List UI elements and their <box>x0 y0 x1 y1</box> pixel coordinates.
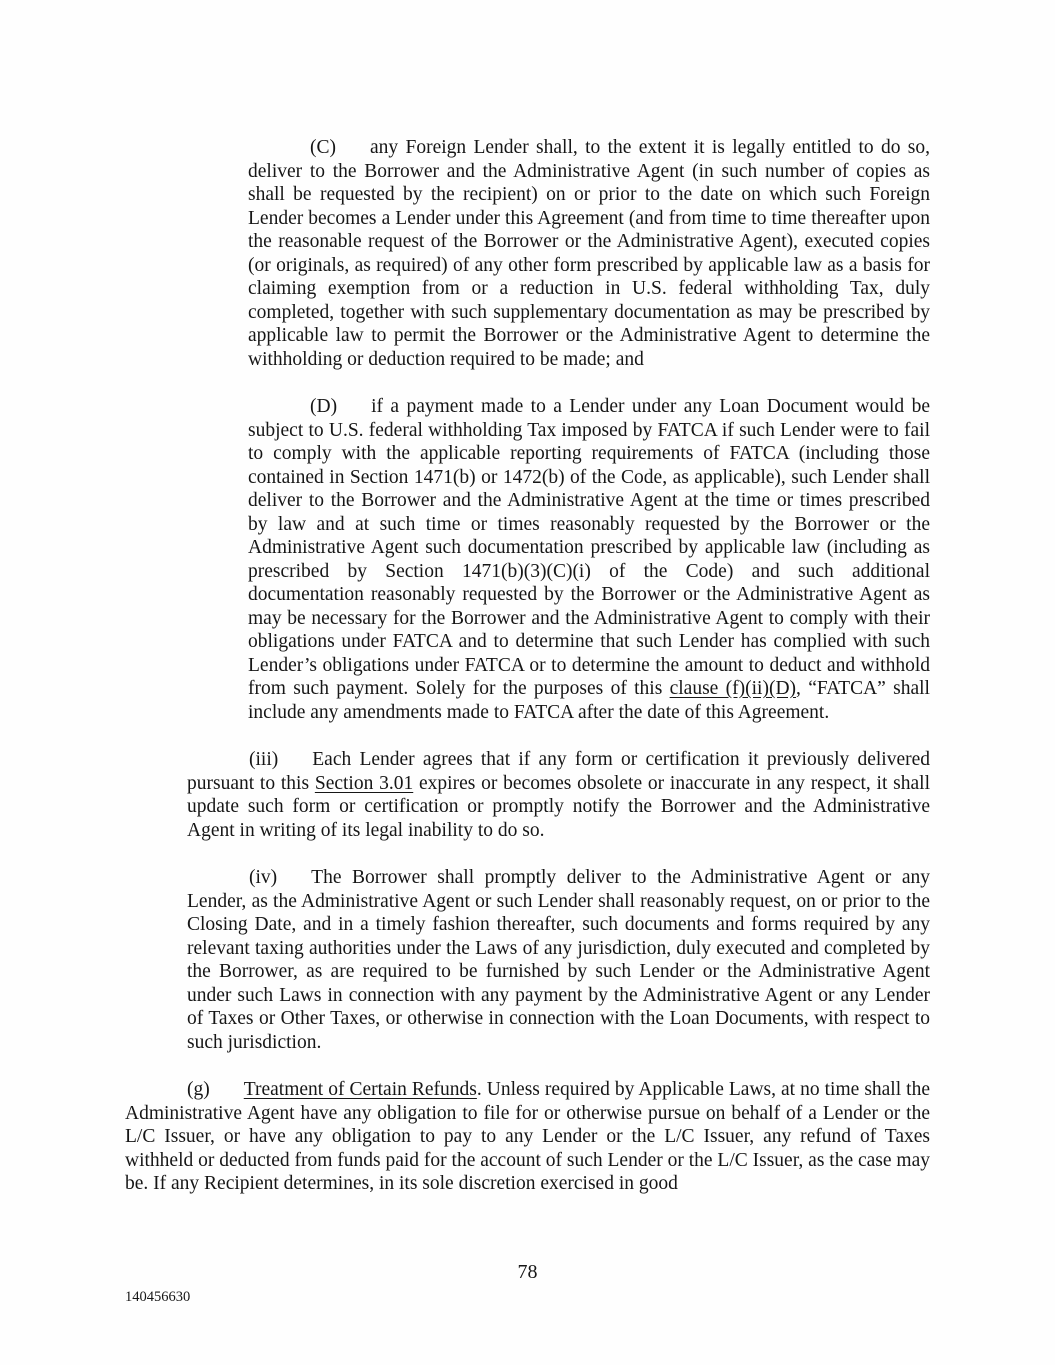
paragraph-g-text: . Unless required by Applicable Laws, at no time shall the Administrative Agent have any obligation to file for or otherwise pursue on behalf of a Lender or the L/C Issuer, or have any obligation to pay to any Lender or the L/C Issuer, any refund of Taxes withheld or deducted from funds paid for the account of such Lender or the L/C Issuer, as the case may be. If any Recipient determines, in its sole discretion exercised in good <box>125 1079 930 1194</box>
paragraph-iv <box>187 866 930 1054</box>
document-body <box>125 136 930 1220</box>
paragraph-D-text: if a payment made to a Lender under any Loan Document would be subject to U.S. federal withholding Tax imposed by FATCA if such Lender were to fail to comply with the applicable reporting requirements of FATCA (including those contained in Section 1471(b) or 1472(b) of the Code, as applicable), such Lender shall deliver to the Borrower and the Administrative Agent at the time or times prescribed by law and at such time or times reasonably requested by the Borrower or the Administrative Agent such documentation prescribed by applicable law (including as prescribed by Section 1471(b)(3)(C)(i) of the Code) and such additional documentation reasonably requested by the Borrower or the Administrative Agent as may be necessary for the Borrower and the Administrative Agent to comply with their obligations under FATCA and to determine that such Lender has complied with such Lender’s obligations under FATCA or to determine the amount to deduct and withhold from such payment. Solely for the purposes of this <box>248 396 930 699</box>
paragraph-g <box>125 1078 930 1196</box>
paragraph-D <box>248 395 930 724</box>
paragraph-iii-label: (iii) <box>249 749 279 770</box>
paragraph-C-text: any Foreign Lender shall, to the extent it is legally entitled to do so, deliver to the Borrower and the Administrative Agent (in such number of copies as shall be requested by the recipient) on or prior to the date on which such Foreign Lender becomes a Lender under this Agreement (and from time to time thereafter upon the reasonable request of the Borrower or the Administrative Agent), executed copies (or originals, as required) of any other form prescribed by applicable law as a basis for claiming exemption from or a reduction in U.S. federal withholding Tax, duly completed, together with such supplementary documentation as may be prescribed by applicable law to permit the Borrower or the Administrative Agent to determine the withholding or deduction required to be made; and <box>248 137 930 370</box>
paragraph-g-label: (g) <box>187 1079 210 1100</box>
paragraph-iv-text: The Borrower shall promptly deliver to the Administrative Agent or any Lender, as the Administrative Agent or such Lender shall reasonably request, on or prior to the Closing Date, and in a timely fashion thereafter, such documents and forms required by any relevant taxing authorities under the Laws of any jurisdiction, duly executed and completed by the Borrower, as are required to be furnished by such Lender or the Administrative Agent under such Laws in connection with any payment by the Administrative Agent or any Lender of Taxes or Other Taxes, or otherwise in connection with the Loan Documents, with respect to such jurisdiction. <box>187 867 930 1053</box>
paragraph-iv-label: (iv) <box>249 867 278 888</box>
paragraph-D-label: (D) <box>310 396 338 417</box>
section-reference-underlined: Section 3.01 <box>314 772 414 794</box>
paragraph-iii-text: Each Lender agrees that if any form or certification it previously delivered pursuant to this <box>187 749 930 794</box>
clause-reference-underlined: clause (f)(ii)(D) <box>669 678 797 699</box>
page-number: 78 <box>517 1261 538 1283</box>
paragraph-iii-text-continued: expires or becomes obsolete or inaccurate in any respect, it shall update such form or certification or promptly notify the Borrower and the Administrative Agent in writing of its legal inability to do so. <box>187 772 931 841</box>
document-id: 140456630 <box>125 1289 191 1305</box>
paragraph-g-heading-underlined: Treatment of Certain Refunds <box>243 1079 477 1100</box>
paragraph-C-label: (C) <box>310 137 336 158</box>
paragraph-D-text-continued: , “FATCA” shall include any amendments made to FATCA after the date of this Agreement. <box>248 678 930 723</box>
paragraph-C <box>248 136 930 371</box>
paragraph-iii <box>187 748 930 842</box>
